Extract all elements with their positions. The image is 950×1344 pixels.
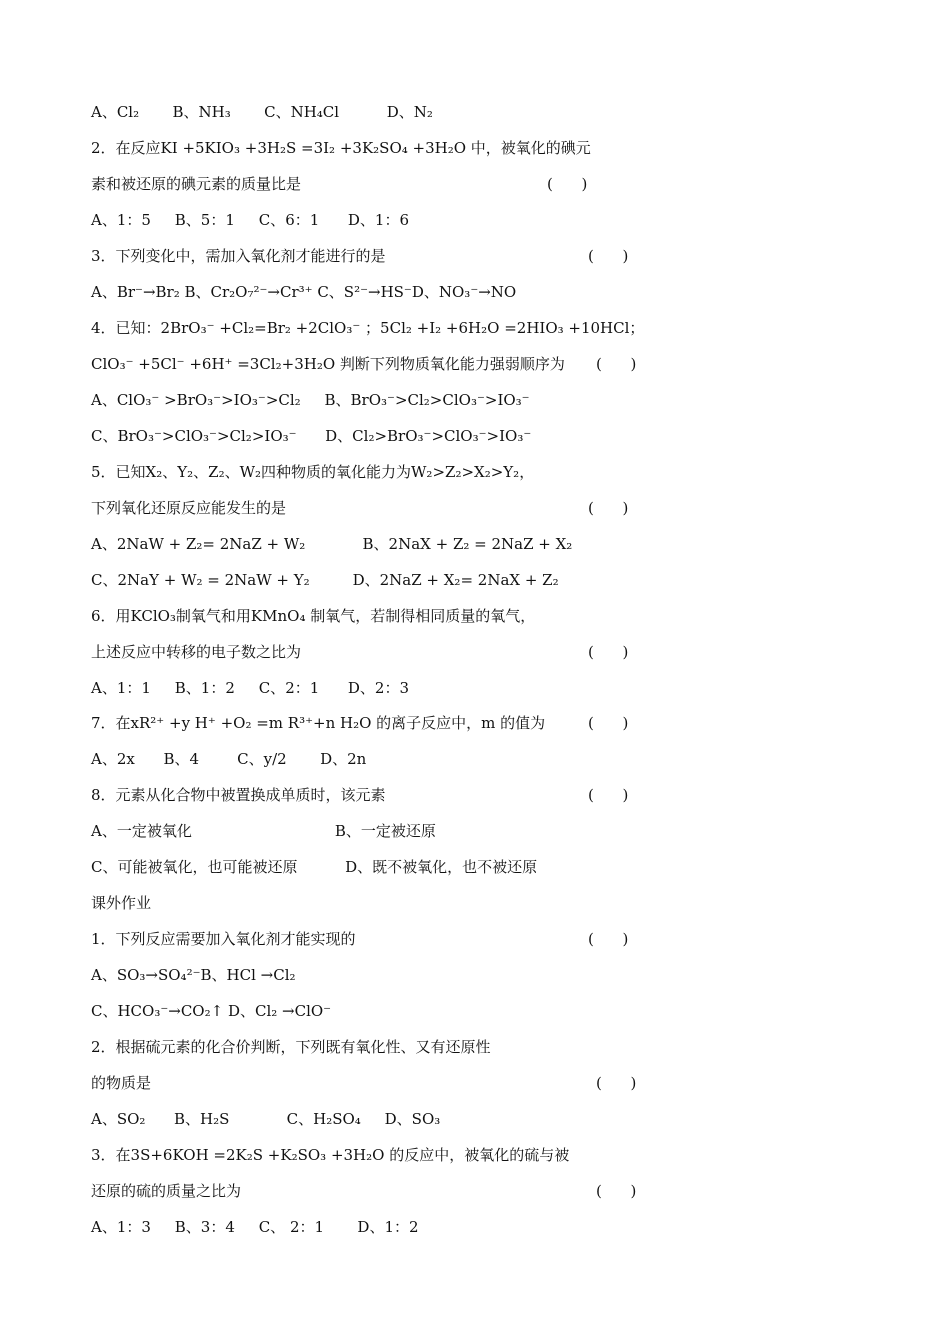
hw3-answer-parens: ( ) — [596, 1182, 637, 1200]
q2-options: A、1：5 B、5：1 C、6：1 D、1：6 — [91, 211, 409, 229]
hw2-answer-parens: ( ) — [596, 1074, 637, 1092]
hw3-stem-line2: 还原的硫的质量之比为 — [91, 1182, 242, 1200]
hw1-stem: 1．下列反应需要加入氧化剂才能实现的 — [91, 930, 356, 948]
q7-stem: 7．在xR²⁺ +y H⁺ +O₂ =m R³⁺+n H₂O 的离子反应中，m 的值为 — [91, 714, 546, 732]
q8-answer-parens: ( ) — [588, 786, 629, 804]
q5-stem-line1: 5．已知X₂、Y₂、Z₂、W₂四种物质的氧化能力为W₂>Z₂>X₂>Y₂， — [91, 463, 535, 481]
q3-answer-parens: ( ) — [588, 247, 629, 265]
q1-options: A、Cl₂ B、NH₃ C、NH₄Cl D、N₂ — [91, 103, 433, 121]
q8-stem: 8．元素从化合物中被置换成单质时，该元素 — [91, 786, 386, 804]
q3-options: A、Br⁻→Br₂ B、Cr₂O₇²⁻→Cr³⁺ C、S²⁻→HS⁻D、NO₃⁻→NO — [91, 283, 517, 301]
q4-options-cd: C、BrO₃⁻>ClO₃⁻>Cl₂>IO₃⁻ D、Cl₂>BrO₃⁻>ClO₃⁻>IO₃⁻ — [91, 427, 532, 445]
q4-answer-parens: ( ) — [596, 355, 637, 373]
q7-options: A、2x B、4 C、y/2 D、2n — [91, 750, 367, 768]
section-heading: 课外作业 — [91, 894, 152, 912]
q3-stem: 3．下列变化中，需加入氧化剂才能进行的是 — [91, 247, 386, 265]
hw1-options-cd: C、HCO₃⁻→CO₂↑ D、Cl₂ →ClO⁻ — [91, 1002, 332, 1020]
q2-answer-parens: ( ) — [547, 175, 588, 193]
hw3-options: A、1：3 B、3：4 C、 2：1 D、1：2 — [91, 1218, 419, 1236]
hw3-stem-line1: 3．在3S+6KOH =2K₂S +K₂SO₃ +3H₂O 的反应中，被氧化的硫与被 — [91, 1146, 570, 1164]
hw1-options-ab: A、SO₃→SO₄²⁻B、HCl →Cl₂ — [91, 966, 296, 984]
q5-stem-line2: 下列氧化还原反应能发生的是 — [91, 499, 287, 517]
q8-options-ab: A、一定被氧化 B、一定被还原 — [91, 822, 436, 840]
q5-options-cd: C、2NaY + W₂ = 2NaW + Y₂ D、2NaZ + X₂= 2NaX + Z₂ — [91, 571, 559, 589]
q4-stem-line1: 4．已知：2BrO₃⁻ +Cl₂=Br₂ +2ClO₃⁻ ；5Cl₂ +I₂ +6H₂O =2HIO₃ +10HCl； — [91, 319, 645, 337]
q4-stem-line2: ClO₃⁻ +5Cl⁻ +6H⁺ =3Cl₂+3H₂O 判断下列物质氧化能力强弱顺序为 — [91, 355, 565, 373]
q6-answer-parens: ( ) — [588, 643, 629, 661]
q4-options-ab: A、ClO₃⁻ >BrO₃⁻>IO₃⁻>Cl₂ B、BrO₃⁻>Cl₂>ClO₃⁻>IO₃⁻ — [91, 391, 530, 409]
q2-stem-line2: 素和被还原的碘元素的质量比是 — [91, 175, 302, 193]
q5-options-ab: A、2NaW + Z₂= 2NaZ + W₂ B、2NaX + Z₂ = 2NaZ + X₂ — [91, 535, 573, 553]
q8-options-cd: C、可能被氧化，也可能被还原 D、既不被氧化，也不被还原 — [91, 858, 538, 876]
q6-options: A、1：1 B、1：2 C、2：1 D、2：3 — [91, 679, 409, 697]
hw2-options: A、SO₂ B、H₂S C、H₂SO₄ D、SO₃ — [91, 1110, 441, 1128]
q6-stem-line1: 6．用KClO₃制氧气和用KMnO₄ 制氧气，若制得相同质量的氧气， — [91, 607, 536, 625]
hw2-stem-line2: 的物质是 — [91, 1074, 152, 1092]
q7-answer-parens: ( ) — [588, 714, 629, 732]
q2-stem-line1: 2．在反应KI +5KIO₃ +3H₂S =3I₂ +3K₂SO₄ +3H₂O 中，被氧化的碘元 — [91, 139, 591, 157]
q6-stem-line2: 上述反应中转移的电子数之比为 — [91, 643, 302, 661]
hw1-answer-parens: ( ) — [588, 930, 629, 948]
hw2-stem-line1: 2．根据硫元素的化合价判断，下列既有氧化性、又有还原性 — [91, 1038, 491, 1056]
q5-answer-parens: ( ) — [588, 499, 629, 517]
